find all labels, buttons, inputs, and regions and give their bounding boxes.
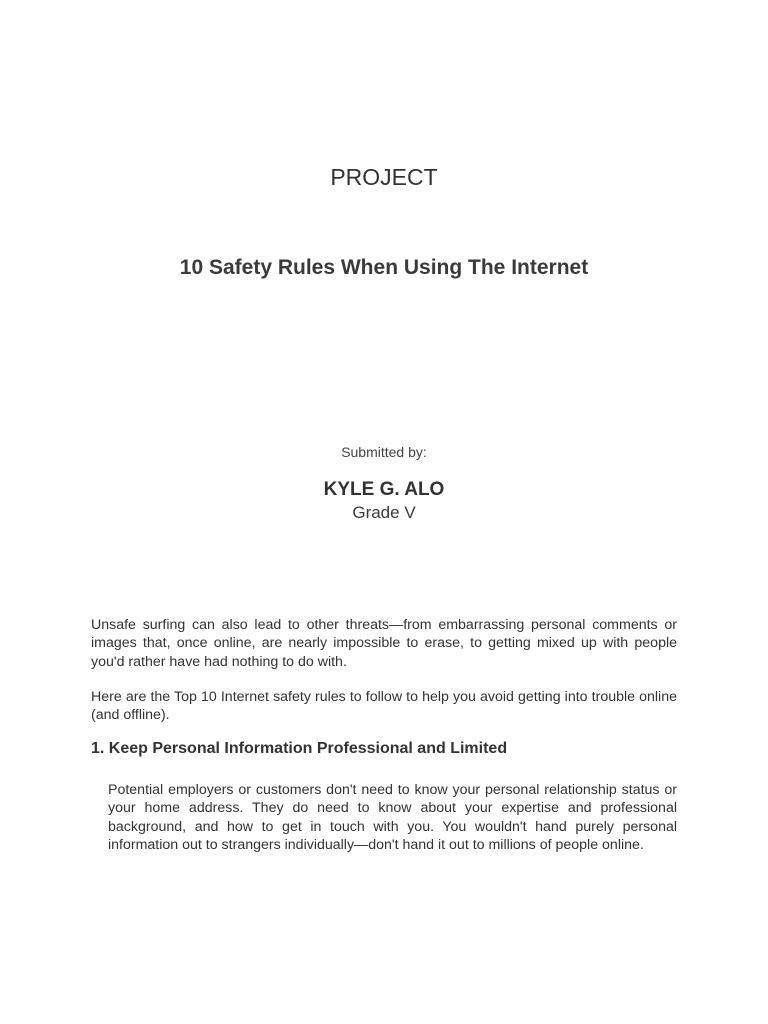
project-label: PROJECT — [330, 164, 438, 190]
rule-body: Potential employers or customers don't need to know your personal relationship status or your home address. They do need to know about your expertise and professional background, and how to get in touch with you. You wouldn't hand purely personal information out to strangers individually—don't hand it out to millions of people online. — [108, 782, 677, 853]
author-grade: Grade V — [352, 503, 416, 522]
submitted-by-label: Submitted by: — [341, 444, 427, 460]
author-name: KYLE G. ALO — [323, 479, 445, 500]
document-title: 10 Safety Rules When Using The Internet — [179, 256, 589, 279]
intro-paragraph: Unsafe surfing can also lead to other threats—from embarrassing personal comments or images that, once online, are nearly impossible to erase, to getting mixed up with people you'd rather have had nothing to do with. — [91, 617, 677, 670]
top10-paragraph: Here are the Top 10 Internet safety rules to follow to help you avoid getting into trouble online (and offline). — [91, 689, 677, 724]
rule-heading: 1. Keep Personal Information Professional and Limited — [91, 740, 508, 757]
